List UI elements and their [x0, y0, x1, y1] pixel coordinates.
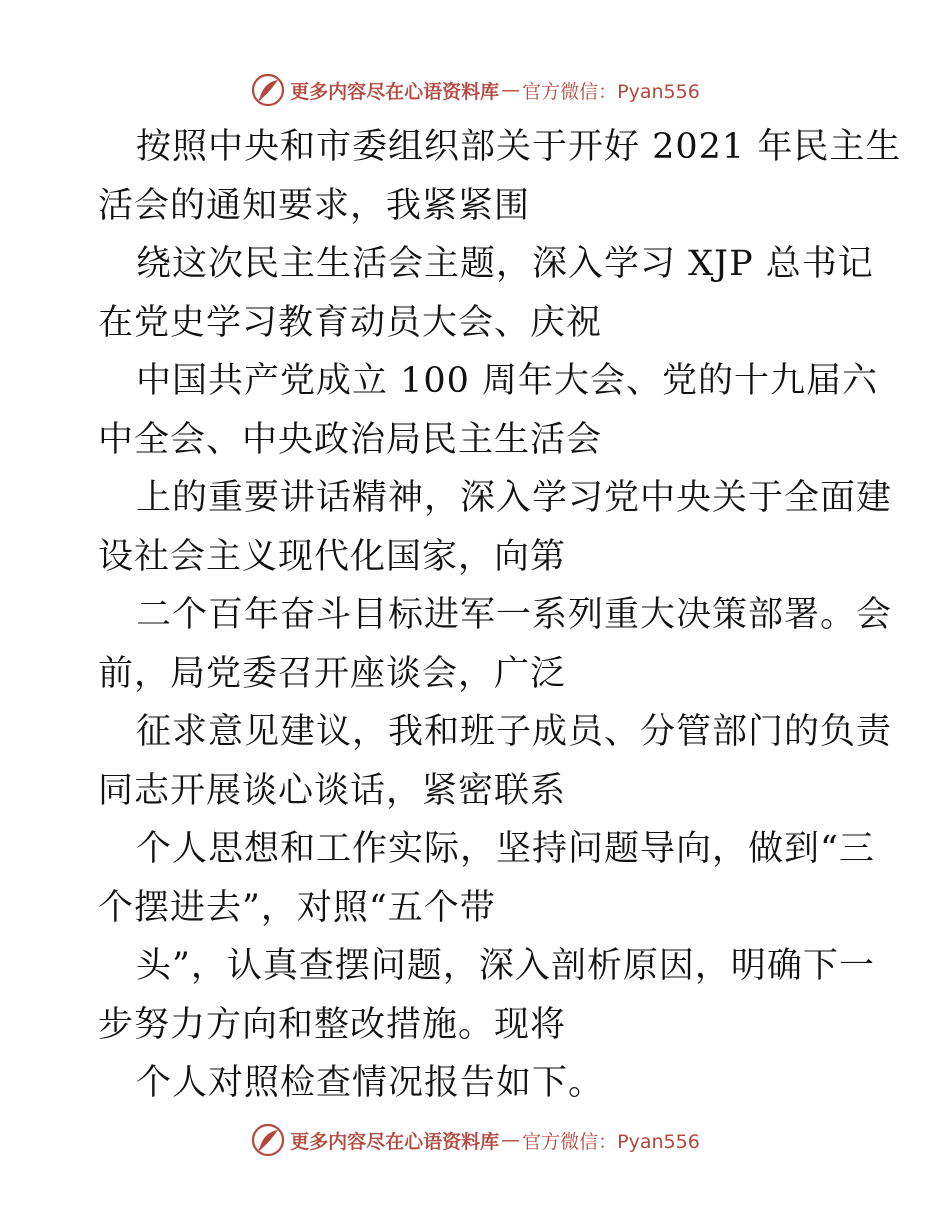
pen-logo-icon: [250, 1122, 286, 1158]
paragraph-line: 活会的通知要求，我紧紧围: [98, 185, 531, 226]
paragraph-line: 中全会、中央政治局民主生活会: [98, 419, 603, 460]
paragraph-3: [98, 352, 888, 469]
paragraph-line: 设社会主义现代化国家，向第: [98, 536, 567, 577]
paragraph-line: 个人对照检查情况报告如下。: [136, 1063, 605, 1103]
paragraph-line: 个人思想和工作实际，坚持问题导向，做到“三: [136, 829, 875, 869]
paragraph-6: [98, 703, 893, 820]
header-banner: [0, 70, 950, 110]
paragraph-4: [98, 469, 893, 586]
paragraph-line: 上的重要讲话精神，深入学习党中央关于全面建: [136, 478, 893, 518]
paragraph-line: 二个百年奋斗目标进军一系列重大决策部署。会: [136, 595, 893, 635]
paragraph-line: 同志开展谈心谈话，紧密联系: [98, 770, 567, 811]
banner-dash: —: [501, 79, 521, 101]
paragraph-line: 步努力方向和整改措施。现将: [98, 1004, 567, 1045]
banner-dash: —: [501, 1129, 521, 1151]
paragraph-2: [98, 235, 888, 352]
paragraph-line: 个摆进去”，对照“五个带: [98, 887, 496, 928]
pen-logo-icon: [250, 72, 286, 108]
paragraph-line: 征求意见建议，我和班子成员、分管部门的负责: [136, 712, 893, 752]
banner-contact: 官方微信：Pyan556: [522, 80, 700, 103]
paragraph-9: [98, 1054, 888, 1113]
paragraph-line: 按照中央和市委组织部关于开好 2021 年民主生: [136, 127, 902, 167]
footer-banner: [0, 1120, 950, 1160]
document-body: [98, 118, 902, 1113]
paragraph-8: [98, 937, 888, 1054]
paragraph-1: [98, 118, 902, 235]
paragraph-line: 头”，认真查摆问题，深入剖析原因，明确下一: [136, 946, 875, 986]
paragraph-line: 前，局党委召开座谈会，广泛: [98, 653, 567, 694]
banner-brand: 更多内容尽在心语资料库: [290, 80, 500, 103]
paragraph-line: 在党史学习教育动员大会、庆祝: [98, 302, 603, 343]
paragraph-5: [98, 586, 893, 703]
banner-contact: 官方微信：Pyan556: [522, 1130, 700, 1153]
banner-brand: 更多内容尽在心语资料库: [290, 1130, 500, 1153]
paragraph-7: [98, 820, 888, 937]
paragraph-line: 中国共产党成立 100 周年大会、党的十九届六: [136, 361, 879, 401]
paragraph-line: 绕这次民主生活会主题，深入学习 XJP 总书记: [136, 244, 874, 284]
